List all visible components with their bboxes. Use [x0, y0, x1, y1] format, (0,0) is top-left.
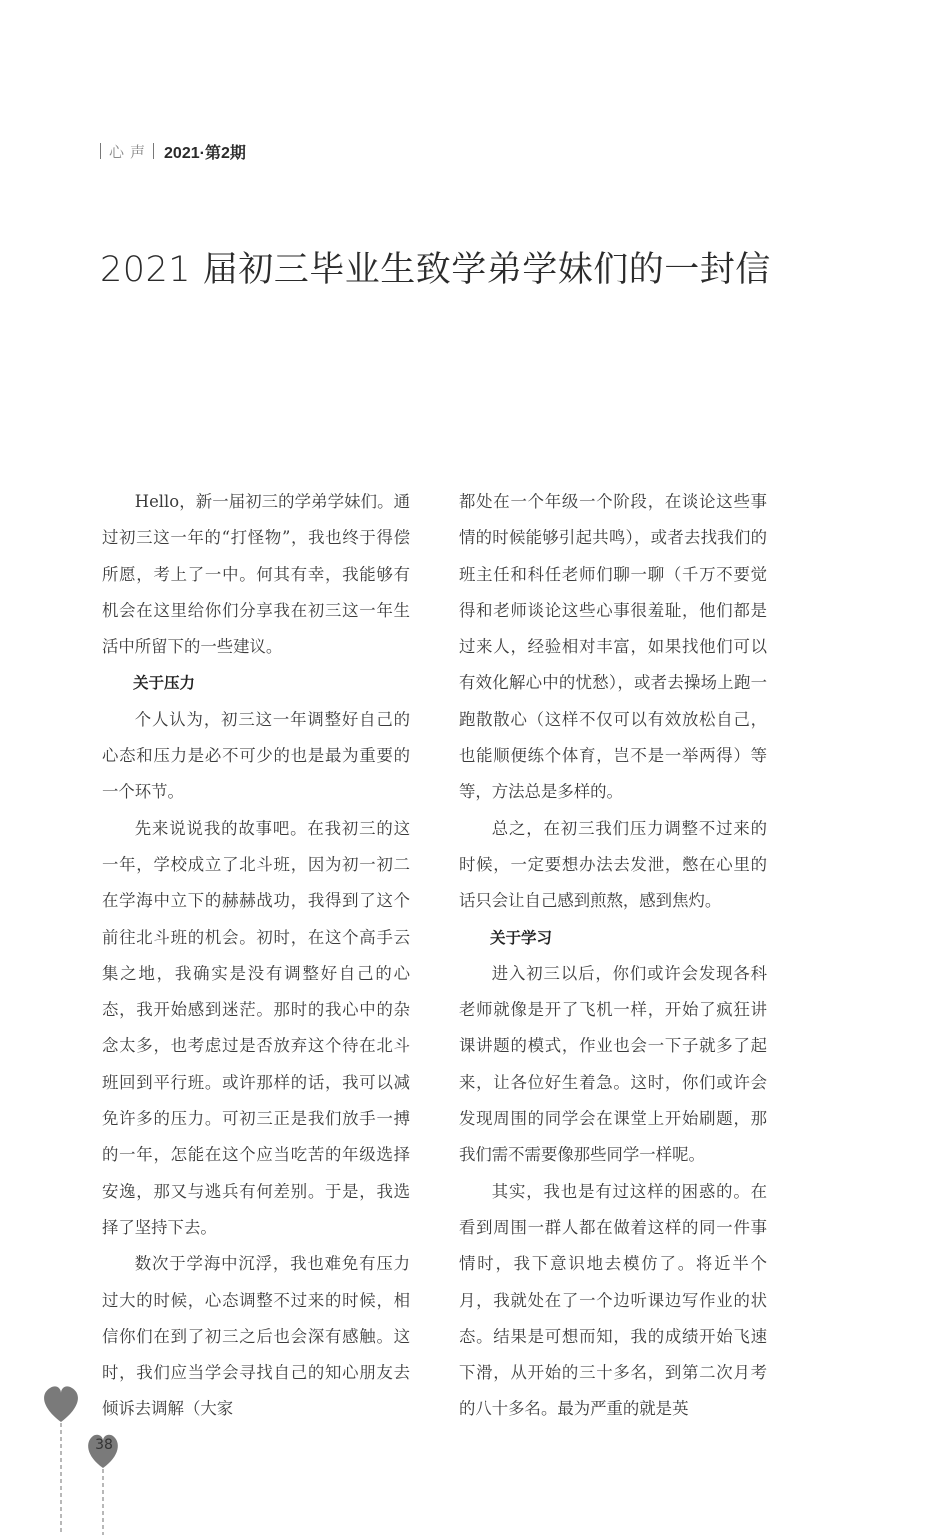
issue-label: 2021·第2期 — [164, 144, 246, 162]
article-title: 2021 届初三毕业生致学弟学妹们的一封信 — [100, 250, 771, 290]
paragraph: Hello，新一届初三的学弟学妹们。通过初三这一年的“打怪物”，我也终于得偿所愿，考上了一中。何其有幸，我能够有机会在这里给你们分享我在初三这一年生活中所留下的一些建议。 — [102, 492, 410, 657]
running-header — [100, 140, 246, 162]
header-divider — [153, 143, 154, 159]
left-column — [102, 484, 410, 1428]
paragraph: 个人认为，初三这一年调整好自己的心态和压力是必不可少的也是最为重要的一个环节。 — [102, 709, 410, 802]
heart-icon — [44, 1386, 78, 1422]
paragraph: 先来说说我的故事吧。在我初三的这一年，学校成立了北斗班，因为初一初二在学海中立下的赫赫战功，我得到了这个前往北斗班的机会。初时，在这个高手云集之地，我确实是没有调整好自己的心态，我开始感到迷茫。那时的我心中的杂念太多，也考虑过是否放弃这个待在北斗班回到平行班。或许那样的话，我可以减免许多的压力。可初三正是我们放手一搏的一年，怎能在这个应当吃苦的年级选择安逸，那又与逃兵有何差别。于是，我选择了坚持下去。 — [102, 818, 410, 1237]
page-number: 38 — [95, 1437, 113, 1453]
header-divider — [100, 143, 101, 159]
right-column — [459, 484, 767, 1428]
paragraph: 总之，在初三我们压力调整不过来的时候，一定要想办法去发泄，憋在心里的话只会让自己感到煎熬，感到焦灼。 — [459, 818, 767, 911]
paragraph: 其实，我也是有过这样的困惑的。在看到周围一群人都在做着这样的同一件事情时，我下意识地去模仿了。将近半个月，我就处在了一个边听课边写作业的状态。结果是可想而知，我的成绩开始飞速下滑，从开始的三十多名，到第二次月考的八十多名。最为严重的就是英 — [459, 1181, 767, 1419]
section-heading: 关于压力 — [133, 674, 196, 693]
section-heading: 关于学习 — [490, 928, 553, 947]
heart-decoration — [30, 1380, 140, 1535]
paragraph: 数次于学海中沉浮，我也难免有压力过大的时候，心态调整不过来的时候，相信你们在到了初三之后也会深有感触。这时，我们应当学会寻找自己的知心朋友去倾诉去调解（大家 — [102, 1254, 410, 1419]
section-label: 心声 — [109, 143, 152, 161]
paragraph: 进入初三以后，你们或许会发现各科老师就像是开了飞机一样，开始了疯狂讲课讲题的模式，作业也会一下子就多了起来，让各位好生着急。这时，你们或许会发现周围的同学会在课堂上开始刷题，那我们需不需要像那些同学一样呢。 — [459, 963, 767, 1165]
paragraph: 都处在一个年级一个阶段，在谈论这些事情的时候能够引起共鸣），或者去找我们的班主任和科任老师们聊一聊（千万不要觉得和老师谈论这些心事很羞耻，他们都是过来人，经验相对丰富，如果找他们可以有效化解心中的忧愁），或者去操场上跑一跑散散心（这样不仅可以有效放松自己，也能顺便练个体育，岂不是一举两得）等等，方法总是多样的。 — [459, 492, 767, 802]
